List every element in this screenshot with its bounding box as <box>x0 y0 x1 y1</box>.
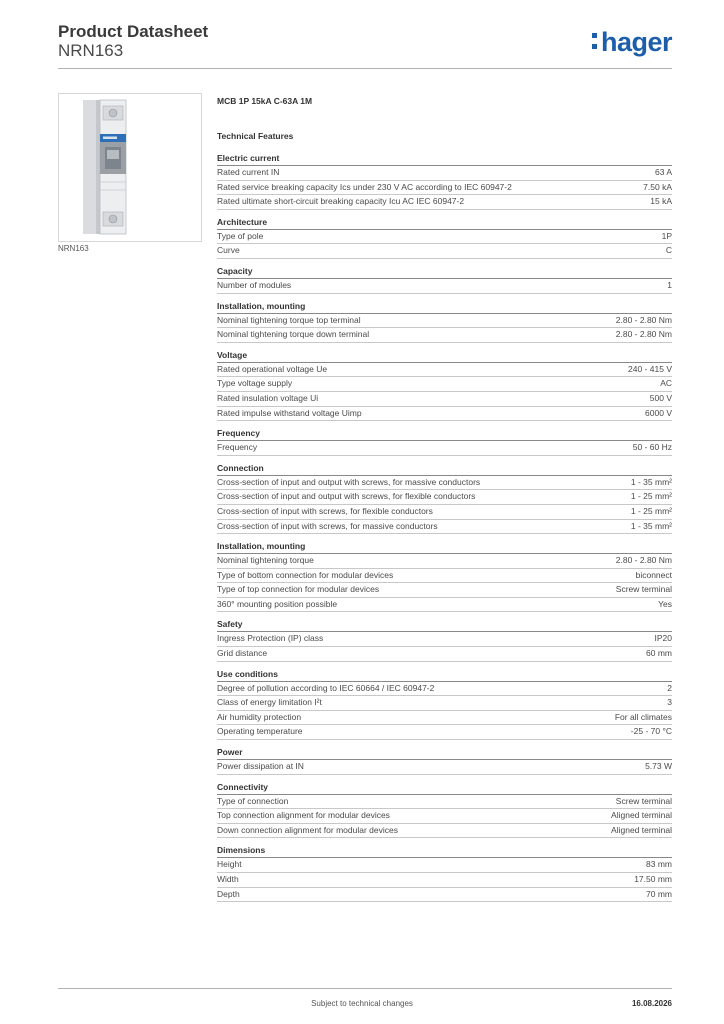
spec-section <box>217 747 672 775</box>
spec-value: 50 - 60 Hz <box>632 442 672 453</box>
spec-row <box>217 682 672 697</box>
spec-row <box>217 490 672 505</box>
spec-row <box>217 476 672 491</box>
spec-value: 1 - 35 mm² <box>630 476 672 487</box>
spec-row <box>217 858 672 873</box>
spec-section <box>217 350 672 421</box>
spec-row <box>217 598 672 613</box>
spec-label: Nominal tightening torque top terminal <box>217 314 361 325</box>
spec-value: 3 <box>667 697 672 708</box>
spec-label: Type of connection <box>217 795 289 806</box>
circuit-breaker-icon <box>59 94 201 241</box>
spec-value: 1P <box>661 230 672 241</box>
spec-section <box>217 463 672 534</box>
spec-row <box>217 647 672 662</box>
spec-row <box>217 809 672 824</box>
spec-row <box>217 505 672 520</box>
spec-label: Cross-section of input and output with screws, for massive conductors <box>217 476 481 487</box>
section-title: Connection <box>217 463 672 476</box>
spec-label: Depth <box>217 888 240 899</box>
spec-row <box>217 824 672 839</box>
footer-date: 16.08.2026 <box>631 999 672 1008</box>
spec-value: Aligned terminal <box>611 824 672 835</box>
section-title: Dimensions <box>217 845 672 858</box>
spec-row <box>217 569 672 584</box>
spec-value: 7.50 kA <box>643 181 672 192</box>
spec-label: Power dissipation at IN <box>217 761 304 772</box>
spec-row <box>217 696 672 711</box>
spec-value: 2.80 - 2.80 Nm <box>615 329 672 340</box>
spec-value: Aligned terminal <box>611 810 672 821</box>
spec-row <box>217 314 672 329</box>
spec-value: IP20 <box>654 633 672 644</box>
spec-row <box>217 583 672 598</box>
spec-section <box>217 153 672 210</box>
spec-section <box>217 428 672 456</box>
spec-label: Rated impulse withstand voltage Uimp <box>217 407 362 418</box>
section-title: Frequency <box>217 428 672 441</box>
spec-label: Cross-section of input and output with screws, for flexible conductors <box>217 491 476 502</box>
spec-value: 5.73 W <box>645 761 672 772</box>
spec-section <box>217 619 672 661</box>
section-title: Use conditions <box>217 669 672 682</box>
spec-row <box>217 873 672 888</box>
spec-label: Rated operational voltage Ue <box>217 363 328 374</box>
section-title: Electric current <box>217 153 672 166</box>
spec-label: Number of modules <box>217 279 292 290</box>
spec-row <box>217 725 672 740</box>
spec-value: Yes <box>658 598 672 609</box>
spec-label: Width <box>217 874 239 884</box>
spec-row <box>217 392 672 407</box>
spec-value: 17.50 mm <box>634 874 672 884</box>
hager-logo <box>592 28 672 56</box>
spec-section <box>217 782 672 839</box>
spec-value: 83 mm <box>646 859 672 870</box>
spec-label: Degree of pollution according to IEC 60664 / IEC 60947-2 <box>217 682 435 693</box>
section-title: Installation, mounting <box>217 301 672 314</box>
spec-value: 15 kA <box>650 196 672 207</box>
spec-section <box>217 301 672 343</box>
spec-value: 63 A <box>654 167 672 177</box>
section-title: Installation, mounting <box>217 541 672 554</box>
section-title: Architecture <box>217 217 672 230</box>
spec-section <box>217 266 672 294</box>
spec-value: 2.80 - 2.80 Nm <box>615 314 672 325</box>
spec-value: 2.80 - 2.80 Nm <box>615 555 672 566</box>
logo-dots-icon <box>592 33 598 55</box>
spec-row <box>217 888 672 903</box>
spec-label: Cross-section of input with screws, for flexible conductors <box>217 505 433 516</box>
product-image <box>58 93 202 242</box>
footer-divider <box>58 988 672 989</box>
spec-section <box>217 669 672 740</box>
spec-label: Cross-section of input with screws, for massive conductors <box>217 520 438 531</box>
spec-row <box>217 377 672 392</box>
spec-label: Down connection alignment for modular devices <box>217 824 398 835</box>
spec-value: 6000 V <box>645 407 672 418</box>
spec-row <box>217 795 672 810</box>
spec-label: Rated ultimate short-circuit breaking capacity Icu AC IEC 60947-2 <box>217 196 465 207</box>
spec-value: 1 - 25 mm² <box>630 491 672 502</box>
spec-row <box>217 363 672 378</box>
spec-value: Screw terminal <box>615 795 672 806</box>
spec-label: Grid distance <box>217 648 268 659</box>
spec-value: -25 - 70 °C <box>630 726 672 737</box>
spec-row <box>217 520 672 535</box>
spec-row <box>217 554 672 569</box>
spec-row <box>217 407 672 422</box>
spec-sections <box>217 153 672 902</box>
spec-label: Type of bottom connection for modular devices <box>217 569 394 580</box>
spec-row <box>217 711 672 726</box>
spec-label: Rated insulation voltage Ui <box>217 392 319 403</box>
spec-label: Nominal tightening torque down terminal <box>217 329 370 340</box>
spec-label: Frequency <box>217 442 258 453</box>
spec-row <box>217 244 672 259</box>
spec-row <box>217 230 672 245</box>
spec-label: Top connection alignment for modular devices <box>217 810 390 821</box>
spec-row <box>217 760 672 775</box>
spec-row <box>217 328 672 343</box>
section-title: Voltage <box>217 350 672 363</box>
spec-label: 360° mounting position possible <box>217 598 338 609</box>
section-title: Capacity <box>217 266 672 279</box>
spec-value: Screw terminal <box>615 584 672 595</box>
spec-label: Height <box>217 859 242 870</box>
spec-label: Nominal tightening torque <box>217 555 314 566</box>
spec-label: Curve <box>217 245 240 256</box>
spec-row <box>217 279 672 294</box>
section-title: Power <box>217 747 672 760</box>
spec-value: 500 V <box>649 392 672 403</box>
section-title: Safety <box>217 619 672 632</box>
image-caption: NRN163 <box>58 244 89 253</box>
spec-value: AC <box>660 378 672 389</box>
spec-value: 1 - 25 mm² <box>630 505 672 516</box>
spec-value: C <box>665 245 672 256</box>
spec-label: Class of energy limitation I²t <box>217 697 322 708</box>
spec-value: 70 mm <box>646 888 672 899</box>
spec-row <box>217 195 672 210</box>
spec-row <box>217 166 672 181</box>
spec-row <box>217 632 672 647</box>
spec-value: 2 <box>667 682 672 693</box>
spec-label: Ingress Protection (IP) class <box>217 633 324 644</box>
spec-label: Operating temperature <box>217 726 303 737</box>
document-title: Product Datasheet <box>58 22 209 41</box>
header-divider <box>58 68 672 69</box>
page-header <box>58 22 208 60</box>
spec-value: 1 <box>667 279 672 290</box>
spec-label: Rated service breaking capacity Ics under 230 V AC according to IEC 60947-2 <box>217 181 512 192</box>
spec-label: Type of top connection for modular devices <box>217 584 380 595</box>
spec-section <box>217 541 672 612</box>
spec-label: Type voltage supply <box>217 378 293 389</box>
spec-row <box>217 441 672 456</box>
technical-features-heading: Technical Features <box>217 131 294 141</box>
spec-row <box>217 181 672 196</box>
product-reference: NRN163 <box>58 41 124 60</box>
specifications <box>217 96 672 902</box>
spec-section <box>217 217 672 259</box>
spec-value: biconnect <box>635 569 672 580</box>
spec-section <box>217 845 672 902</box>
spec-label: Air humidity protection <box>217 711 302 722</box>
spec-label: Rated current IN <box>217 167 280 177</box>
product-name: MCB 1P 15kA C-63A 1M <box>217 96 313 106</box>
footer-note: Subject to technical changes <box>311 999 413 1008</box>
spec-value: 240 - 415 V <box>628 363 672 374</box>
section-title: Connectivity <box>217 782 672 795</box>
spec-value: 60 mm <box>646 648 672 659</box>
logo-text: hager <box>600 27 672 57</box>
spec-label: Type of pole <box>217 230 264 241</box>
spec-value: For all climates <box>614 711 672 722</box>
spec-value: 1 - 35 mm² <box>630 520 672 531</box>
